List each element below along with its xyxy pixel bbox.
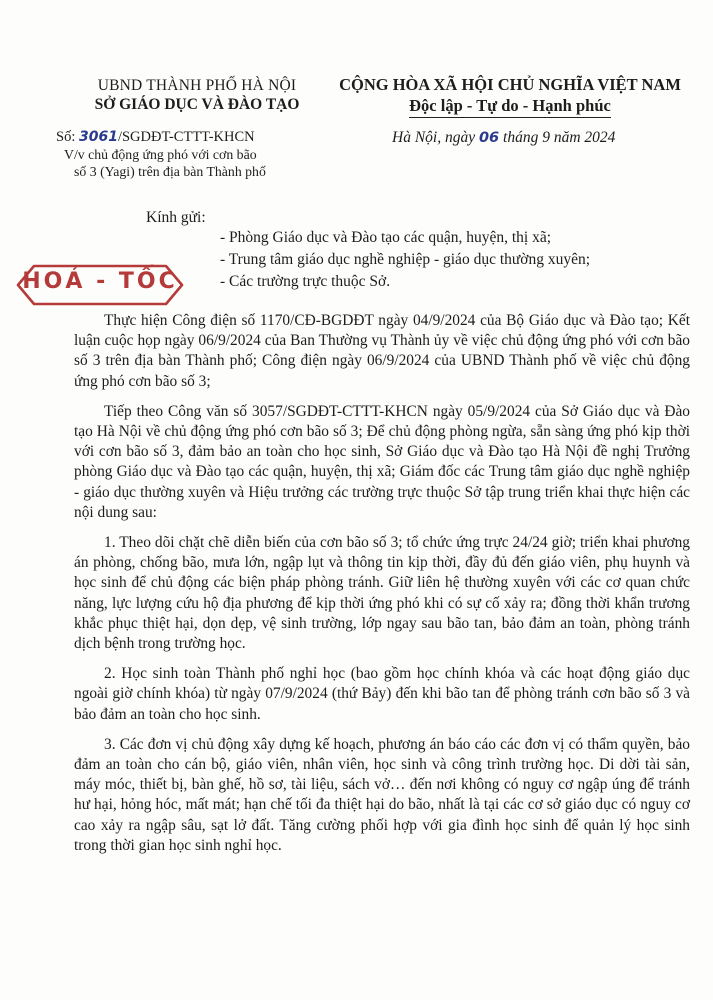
national-motto: Độc lập - Tự do - Hạnh phúc [409,95,611,118]
urgent-stamp [14,262,186,308]
body-paragraph: Tiếp theo Công văn số 3057/SGDĐT-CTTT-KHCN ngày 05/9/2024 của Sở Giáo dục và Đào tạo Hà Nội về chủ động ứng phó cơn bão số 3; Để chủ động phòng ngừa, sẵn sàng ứng phó kịp thời với cơn bão số 3, đảm bảo an toàn cho học sinh, Sở Giáo dục và Đào tạo Hà Nội đề nghị Trưởng phòng Giáo dục và Đào tạo các quận, huyện, thị xã; Giám đốc các Trung tâm giáo dục nghề nghiệp - giáo dục thường xuyên và Hiệu trưởng các trường trực thuộc Sở tập trung triển khai thực hiện các nội dung sau: [74,402,690,521]
agency-name: UBND THÀNH PHỐ HÀ NỘI [97,77,297,94]
national-heading [320,74,700,118]
document-body [74,311,690,866]
recipient-item: - Trung tâm giáo dục nghề nghiệp - giáo dục thường xuyên; [220,251,591,268]
body-paragraph: 2. Học sinh toàn Thành phố nghỉ học (bao gồm học chính khóa và các hoạt động giáo dục ngoài giờ chính khóa) từ ngày 07/9/2024 (thứ Bảy) đến khi bão tan để phòng tránh cơn bão số 3 và bảo đảm an toàn cho học sinh. [74,665,690,723]
subject-line: V/v chủ động ứng phó với cơn bão [64,147,257,162]
issuer-block [62,76,332,114]
place-date [392,128,615,148]
handwritten-number: 3061 [78,129,118,145]
body-paragraph: 3. Các đơn vị chủ động xây dựng kế hoạch, phương án báo cáo các đơn vị có thẩm quyền, bảo đảm an toàn cho cán bộ, giáo viên, nhân viên, học sinh và công trình trường học. Di dời tài sản, máy móc, thiết bị, bàn ghế, hồ sơ, tài liệu, sách vở… đến nơi không có nguy cơ ngập úng để tránh hư hại, hỏng hóc, mất mát; hạn chế tối đa thiệt hại do bão, nhất là tại các cơ sở giáo dục có nguy cơ cao xảy ra ngập sâu, sạt lở đất. Tăng cường phối hợp với gia đình học sinh để quản lý học sinh trong thời gian học sinh nghỉ học. [74,735,690,854]
body-paragraph: Thực hiện Công điện số 1170/CĐ-BGDĐT ngày 04/9/2024 của Bộ Giáo dục và Đào tạo; Kết luận cuộc họp ngày 06/9/2024 của Ban Thường vụ Thành ủy về việc chủ động ứng phó với cơn bão số 3 trên địa bàn Thành phố; Công điện ngày 06/9/2024 của UBND Thành phố về việc chủ động ứng phó cơn bão số 3; [74,312,690,390]
department-name: SỞ GIÁO DỤC VÀ ĐÀO TẠO [94,96,300,113]
document-subject [64,146,334,180]
date-suffix: tháng 9 năm 2024 [499,129,616,146]
date-prefix: Hà Nội, ngày [392,129,479,146]
recipient-list [220,227,590,293]
subject-line: số 3 (Yagi) trên địa bàn Thành phố [74,164,266,179]
handwritten-day: 06 [478,130,500,146]
nation-title: CỘNG HÒA XÃ HỘI CHỦ NGHĨA VIỆT NAM [339,75,681,94]
document-number-prefix: Số: [56,129,79,145]
body-paragraph: 1. Theo dõi chặt chẽ diễn biến của cơn bão số 3; tổ chức ứng trực 24/24 giờ; triển khai phương án phòng, chống bão, mưa lớn, ngập lụt và thông tin kịp thời, đầy đủ đến giáo viên, phụ huynh và học sinh để chủ động các biện pháp phòng tránh. Giữ liên hệ thường xuyên với các cơ quan chức năng, lực lượng cứu hộ địa phương để kịp thời ứng phó khi có sự cố xảy ra; đồng thời khẩn trương khắc phục thiệt hại, dọn dẹp, vệ sinh trường, lớp ngay sau bão tan, bảo đảm an toàn, phòng tránh dịch bệnh trong trường học. [74,534,690,653]
document-number [56,128,255,146]
salutation: Kính gửi: [146,209,206,226]
recipient-item: - Phòng Giáo dục và Đào tạo các quận, huyện, thị xã; [220,229,552,246]
stamp-text: HOẢ - TỐC [22,269,178,294]
recipient-item: - Các trường trực thuộc Sở. [220,273,391,290]
document-number-suffix: /SGDĐT-CTTT-KHCN [117,129,255,145]
